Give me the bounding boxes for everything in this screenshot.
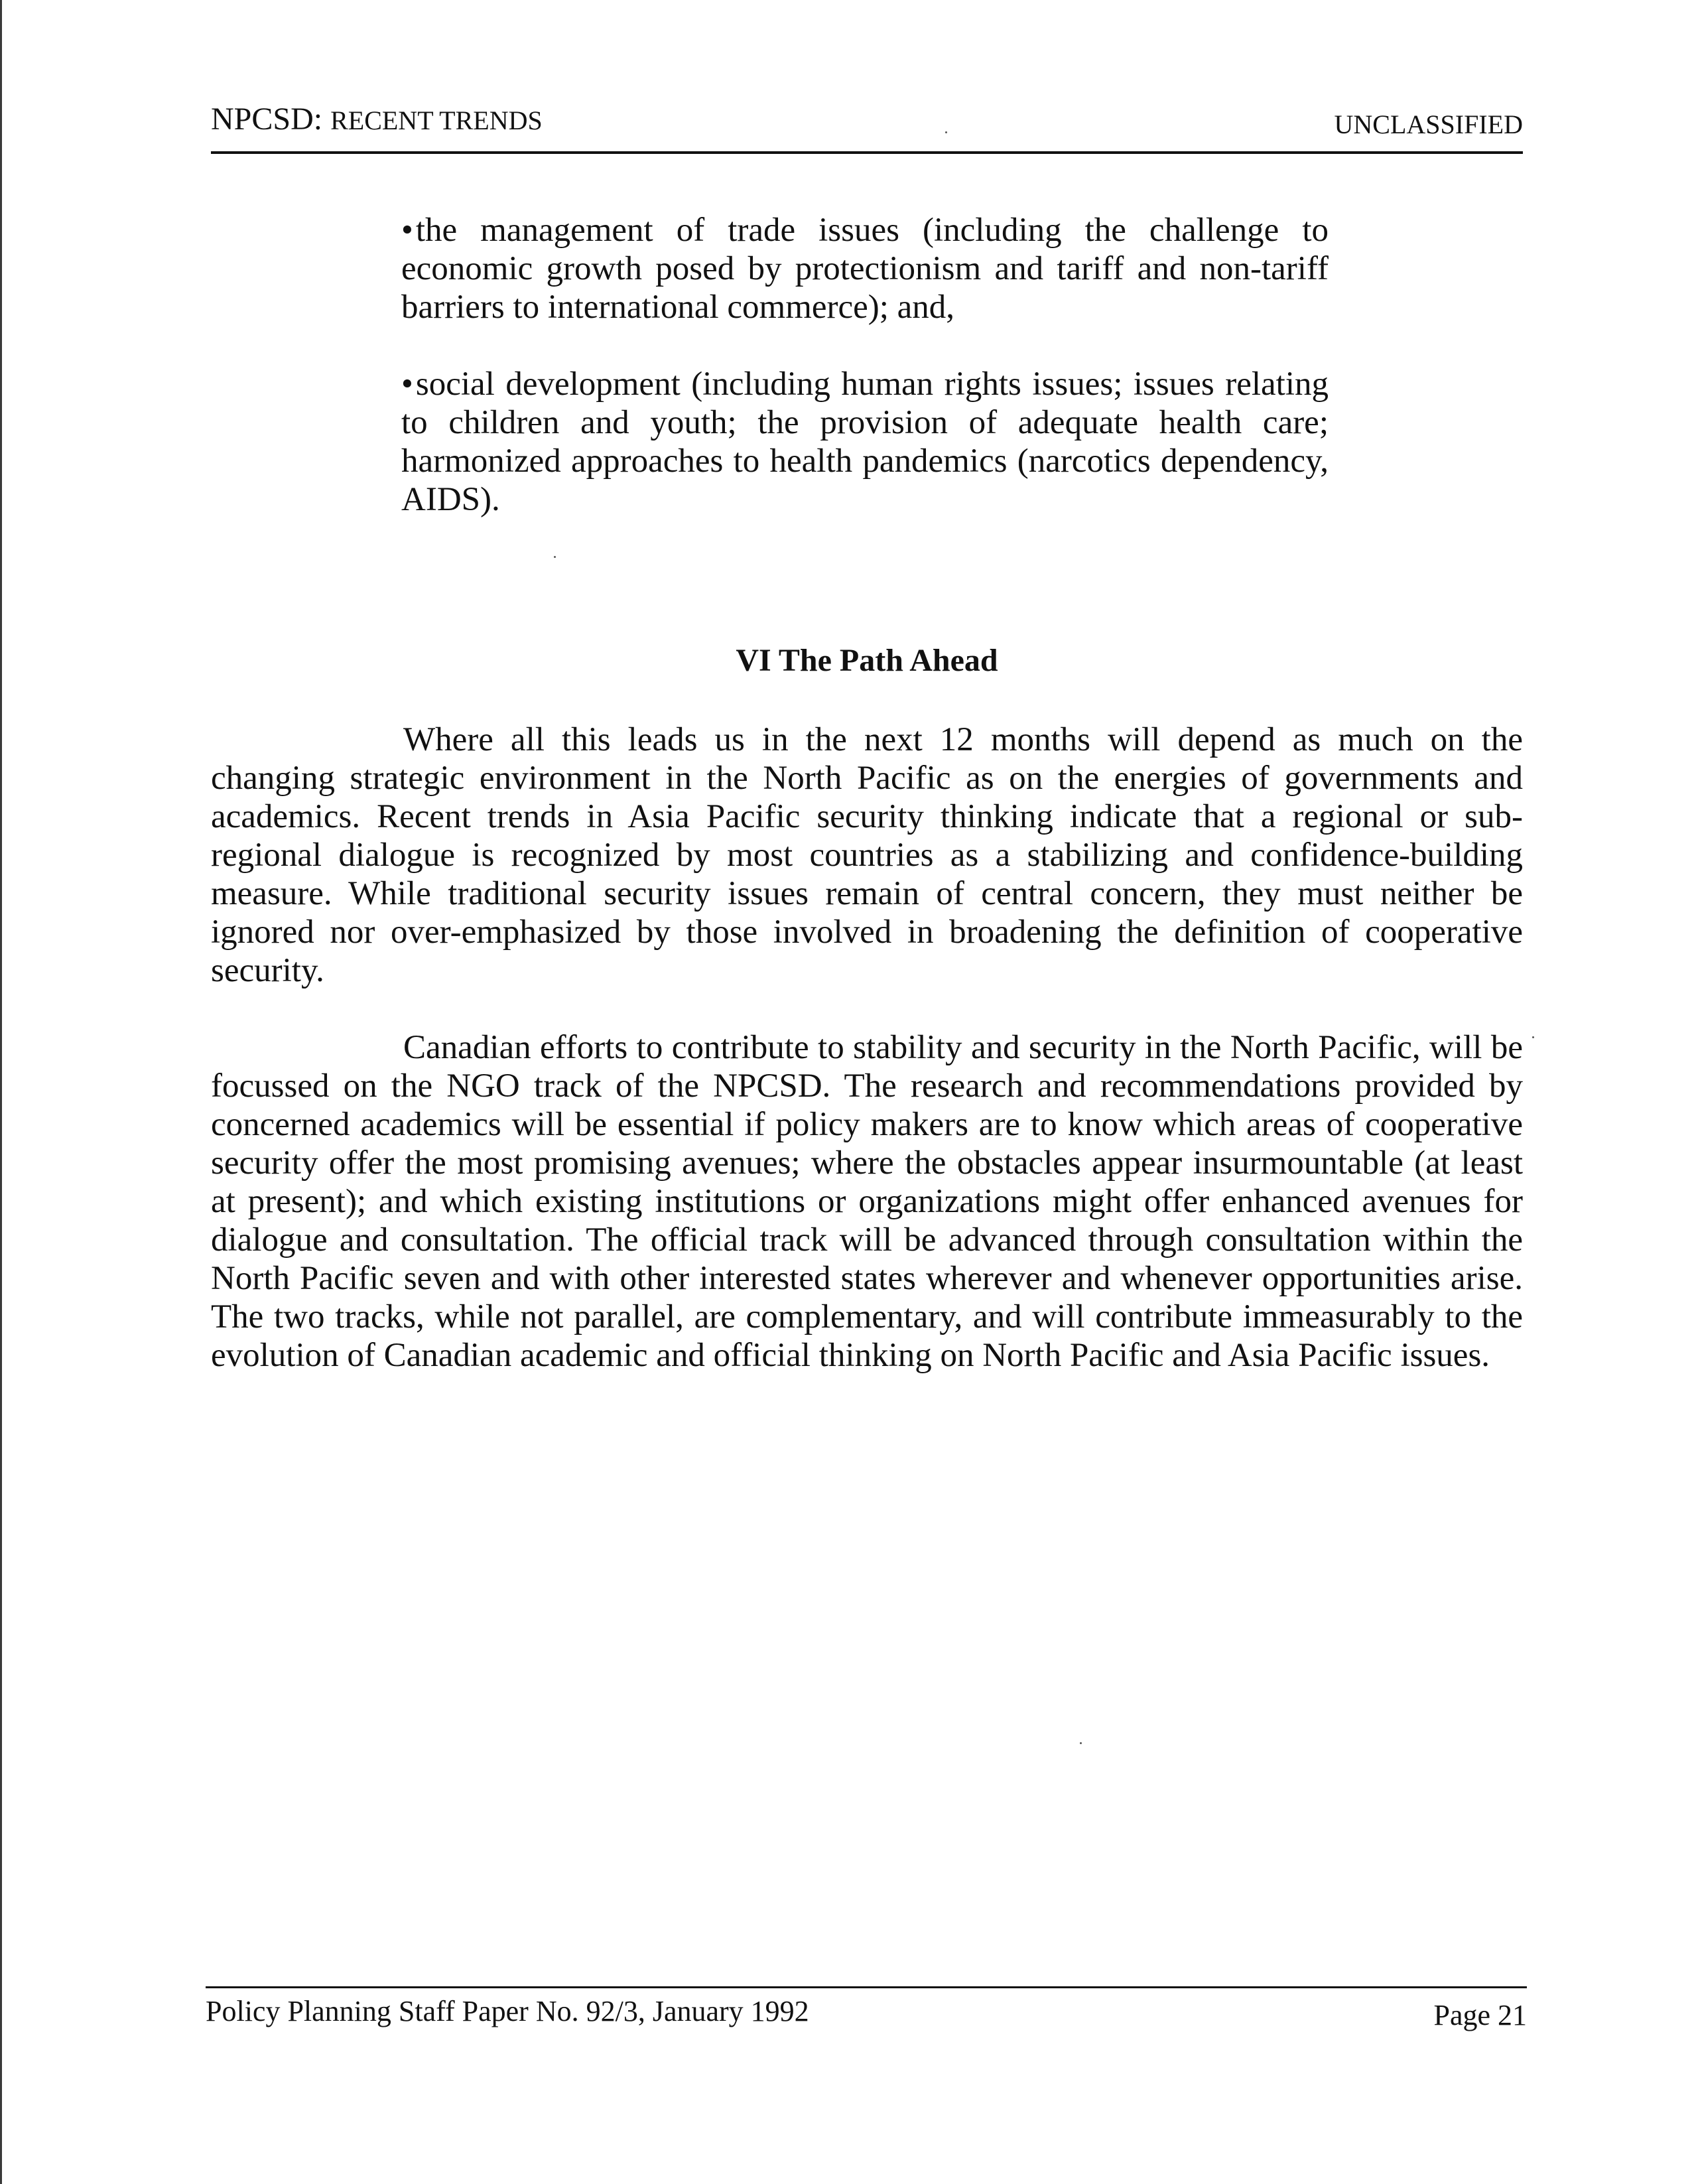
header-divider (211, 151, 1523, 154)
bullet-list (401, 211, 1329, 557)
bullet-mark: • (401, 366, 413, 403)
footer-page-number: Page 21 (1433, 1999, 1527, 2031)
header-section-title: RECENT TRENDS (330, 105, 543, 135)
bullet-text: the management of trade issues (including the challenge to economic growth posed by protectionism and tariff and non-tariff barriers to international commerce); and, (401, 212, 1329, 326)
scan-speck (1532, 1036, 1534, 1038)
header-abbreviation: NPCSD: (211, 102, 323, 137)
section-heading: VI The Path Ahead (736, 643, 998, 678)
header-classification: UNCLASSIFIED (1334, 109, 1523, 139)
paragraph-path-ahead: Where all this leads us in the next 12 months will depend as much on the changing strategic environment in the North Pacific as on the energies of governments and academics. Recent trends in Asia Pacific security thinking indicate that a regional or sub-regional dialogue is recognized by most countries as a stabilizing and confidence-building measure. While traditional security issues remain of central concern, they must neither be ignored nor over-emphasized by those involved in broadening the definition of cooperative security. (211, 721, 1523, 989)
bullet-mark: • (401, 212, 413, 249)
bullet-item-trade (401, 211, 1329, 326)
scan-speck (1080, 1742, 1082, 1744)
header-title (211, 100, 543, 141)
body-text (211, 720, 1523, 1413)
scan-speck (945, 131, 947, 133)
page-header (211, 100, 1523, 153)
bullet-item-social (401, 365, 1329, 519)
paragraph-canadian-efforts: Canadian efforts to contribute to stability and security in the North Pacific, will be focussed on the NGO track of the NPCSD. The research and recommendations provided by concerned academics will be essential if policy makers are to know which areas of cooperative security offer the most promising avenues; where the obstacles appear insurmountable (at least at present); and which existing institutions or organizations might offer enhanced avenues for dialogue and consultation. The official track will be advanced through consultation within the North Pacific seven and with other interested states wherever and whenever opportunities arise. The two tracks, while not parallel, are complementary, and will contribute immeasurably to the evolution of Canadian academic and official thinking on North Pacific and Asia Pacific issues. (211, 1029, 1523, 1374)
bullet-text: social development (including human rights issues; issues relating to children and youth; the provision of adequate health care; harmonized approaches to health pandemics (narcotics dependency, AIDS). (401, 366, 1329, 518)
scan-speck (554, 556, 556, 558)
footer-source: Policy Planning Staff Paper No. 92/3, January 1992 (206, 1995, 809, 2027)
footer-divider (206, 1986, 1527, 1988)
scan-edge-line (0, 0, 2, 2184)
